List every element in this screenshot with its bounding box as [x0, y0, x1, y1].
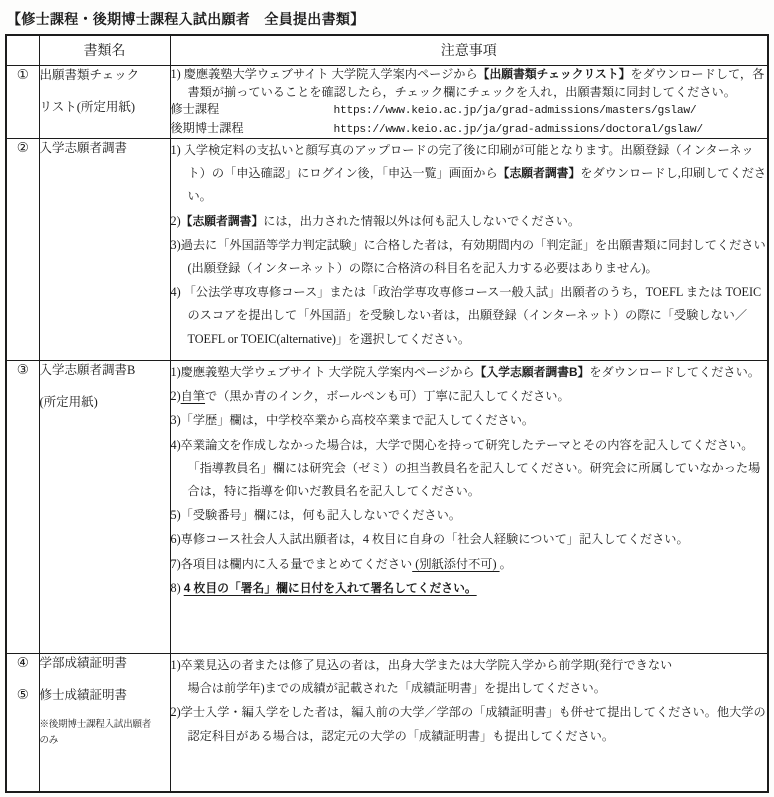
note-paragraph: [171, 701, 768, 747]
row-number-cell: [6, 66, 39, 139]
url-label: 後期博士課程: [170, 120, 244, 135]
doc-table-body: [6, 66, 768, 792]
doc-name-cell: [39, 361, 170, 654]
doc-name: 学部成績証明書: [39, 656, 128, 671]
documents-table: [5, 34, 769, 793]
note-text: 2): [170, 389, 181, 404]
note-text: 4)卒業論文を作成しなかった場合は，大学で関心を持って研究したテーマとその内容を記入してください。「指導教員名」欄には研究会（ゼミ）の担当教員名を記入してください。研究会に所属していなかった場合は，特に指導を仰いだ教員名を記入してください。: [170, 437, 761, 498]
note-paragraph: [171, 139, 768, 209]
notes-cell: [170, 139, 768, 361]
row-number: ①: [16, 67, 29, 82]
row-number: ④: [16, 655, 29, 671]
page-title: 【修士課程・後期博士課程入試出願者 全員提出書類】: [7, 11, 365, 27]
url-text: https://www.keio.ac.jp/ja/grad-admissions/doctoral/gslaw/: [333, 123, 703, 136]
row-number-cell: [6, 654, 39, 792]
note-text: 5)「受験番号」欄には，何も記入しないでください。: [170, 508, 461, 523]
note-text: 。: [499, 556, 512, 571]
table-row: [6, 361, 768, 654]
note-paragraph: [171, 434, 768, 504]
note-text: をダウンロードして，各書類が揃っていることを確認したら，チェック欄にチェックを入れ，出願書類に同封してください。: [187, 67, 765, 99]
note-paragraph: [171, 66, 768, 101]
note-text: 自筆: [180, 389, 206, 404]
note-text: 1)慶應義塾大学ウェブサイト 大学院入学案内ページから: [170, 365, 475, 380]
row-number-cell: [6, 139, 39, 361]
note-text: 2)学士入学・編入学をした者は，編入前の大学／学部の「成績証明書」も併せて提出してください。他大学の認定科目がある場合は，認定元の大学の「成績証明書」も提出してください。: [170, 705, 766, 743]
note-text: 【志願者調書】: [180, 213, 264, 228]
note-paragraph: [171, 553, 768, 576]
note-text: 場合は前学年)までの成績が記載された「成績証明書」を提出してください。: [187, 681, 606, 696]
note-paragraph: [171, 654, 768, 700]
url-label: 修士課程: [170, 102, 220, 117]
doc-name-footnote: ※後期博士課程入試出願者: [39, 720, 152, 731]
note-text: には，出力された情報以外は何も記入しないでください。: [263, 213, 581, 228]
table-row: [6, 66, 768, 139]
doc-name: 入学志願者調書: [39, 141, 128, 156]
note-text: 1)卒業見込の者または修了見込の者は，出身大学または大学院入学から前学期(発行できない: [170, 658, 673, 673]
note-text: 8): [170, 580, 184, 595]
url-text: https://www.keio.ac.jp/ja/grad-admissions/masters/gslaw/: [333, 105, 697, 118]
note-paragraph: [171, 504, 768, 527]
doc-name: 出願書類チェック: [39, 68, 140, 82]
doc-name: 修士成績証明書: [39, 688, 128, 703]
note-paragraph: [171, 528, 768, 551]
table-row: [6, 139, 768, 361]
note-text: 4) 「公法学専攻専修コース」または「政治学専攻専修コース一般入試」出願者のうち，TOEFL または TOEIC のスコアを提出して「外国語」を受験しない者は，出願登録（インターネット）の際に「受験しない／TOEFL or TOEIC(alternative)」を選択してください。: [170, 285, 762, 346]
note-paragraph: [171, 361, 768, 384]
note-text: をダウンロードし,印刷してください。: [187, 166, 767, 204]
notes-cell: [170, 66, 768, 139]
doc-name-cell: [39, 654, 170, 792]
notes-cell: [170, 361, 768, 654]
doc-name: 入学志願者調書B: [39, 363, 136, 378]
header-notes: 注意事項: [170, 35, 768, 66]
note-text: 1) 入学検定料の支払いと顔写真のアップロードの完了後に印刷が可能となります。出願登録（インターネット）の「申込確認」にログイン後，「申込一覧」画面から: [170, 143, 754, 181]
table-header-row: [6, 35, 768, 66]
note-paragraph: [171, 210, 768, 233]
note-text: 【出願書類チェックリスト】: [477, 67, 631, 81]
note-paragraph: [171, 234, 768, 280]
doc-name-cell: [39, 66, 170, 139]
note-text: 【入学志願者調書B】: [474, 365, 590, 380]
row-number-cell: [6, 361, 39, 654]
note-paragraph: [171, 101, 768, 119]
doc-name: リスト(所定用紙): [39, 100, 136, 114]
note-text: 3)「学歴」欄は，中学校卒業から高校卒業まで記入してください。: [170, 413, 535, 428]
note-text: をダウンロードしてください。: [589, 365, 760, 380]
note-text: 【志願者調書】: [497, 166, 581, 181]
doc-name: (所定用紙): [39, 395, 98, 410]
note-text: 6)専修コース社会人入試出願者は，4 枚目に自身の「社会人経験について」記入してください。: [170, 532, 689, 547]
note-text: 3)過去に「外国語等学力判定試験」に合格した者は，有効期間内の「判定証」を出願書類に同封してください(出願登録（インターネット）の際に合格済の科目名を記入力する必要はありません)。: [170, 237, 766, 275]
note-text: 1) 慶應義塾大学ウェブサイト 大学院入学案内ページから: [170, 67, 478, 81]
doc-name-cell: [39, 139, 170, 361]
notes-cell: [170, 654, 768, 792]
row-number: ③: [16, 362, 29, 378]
note-text: 7)各項目は欄内に入る量でまとめてください: [170, 556, 413, 571]
note-text: で（黒か青のインク，ボールペンも可）丁寧に記入してください。: [205, 389, 570, 404]
note-paragraph: [171, 120, 768, 138]
note-paragraph: [171, 281, 768, 351]
note-text: 2): [170, 213, 181, 228]
note-paragraph: [171, 409, 768, 432]
note-text: (別紙添付不可): [412, 556, 500, 571]
doc-name-footnote: のみ: [39, 736, 59, 747]
table-row: [6, 654, 768, 792]
note-text: 4 枚目の「署名」欄に日付を入れて署名してください。: [183, 580, 477, 595]
note-paragraph: [171, 577, 768, 600]
note-paragraph: [171, 385, 768, 408]
header-number-cell: [6, 35, 39, 66]
header-doc-name: 書類名: [39, 35, 170, 66]
row-number: ②: [16, 140, 29, 156]
row-number: ⑤: [16, 687, 29, 703]
